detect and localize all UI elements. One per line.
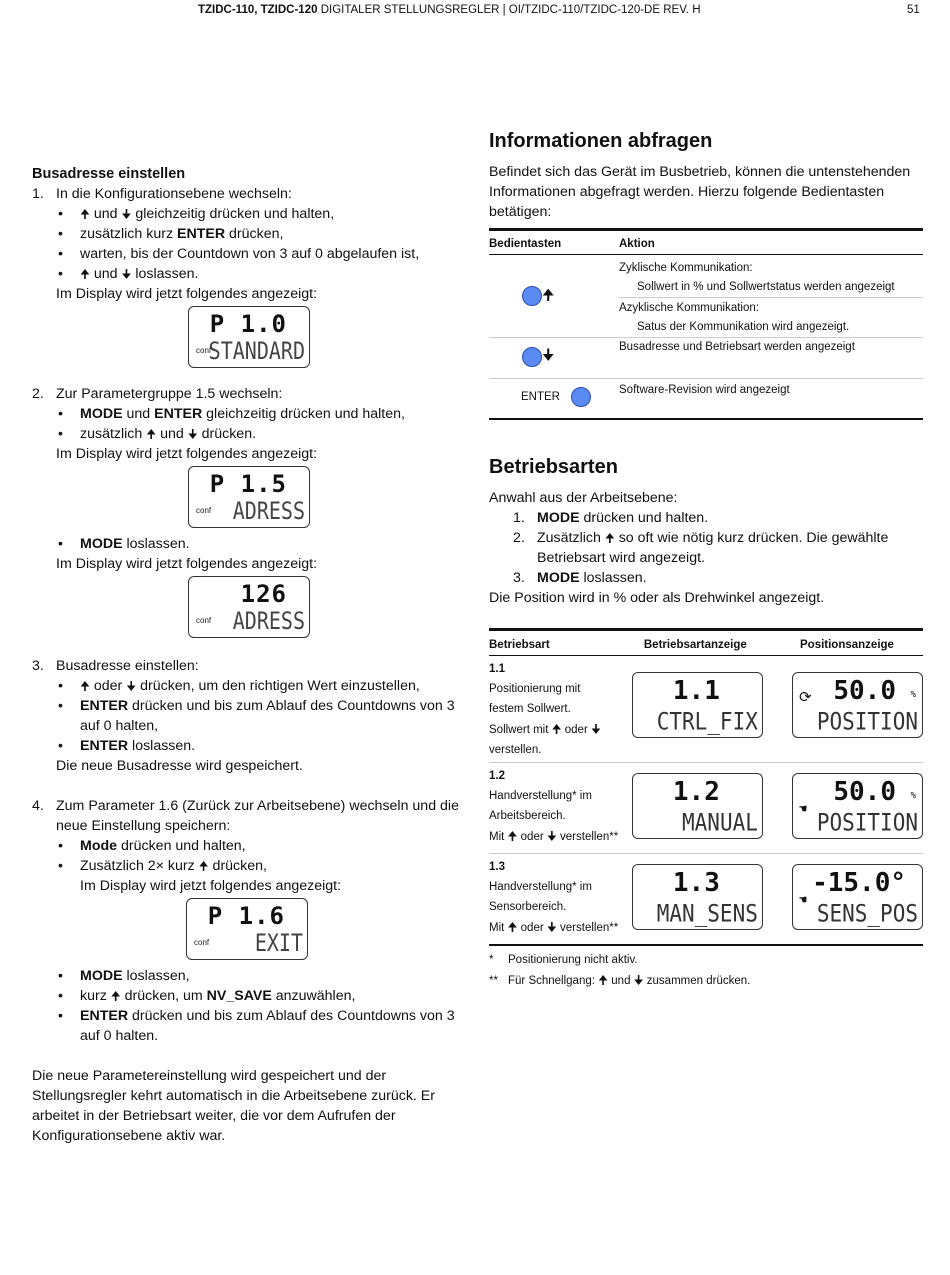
- lcd-top: P 1.6: [207, 902, 285, 930]
- button-dot-icon: [522, 286, 542, 306]
- step-text: In die Konfigurationsebene wechseln:: [56, 186, 292, 202]
- table-row: 1.2 Handverstellung* im Arbeitsbereich. Mit 🠉 oder 🠋 verstellen** 1.2 MANUAL 50.0 % ☚ POSITION: [489, 762, 923, 853]
- table-cell: Software-Revision wird angezeigt: [619, 379, 923, 419]
- auto-cycle-icon: ⟳: [799, 687, 812, 706]
- step-result: Die neue Busadresse wird gespeichert.: [56, 758, 303, 774]
- table-header: Positionsanzeige: [778, 629, 923, 655]
- list-item: • ENTER loslassen.: [56, 736, 462, 756]
- step-text: Zum Parameter 1.6 (Zurück zur Arbeitsebene) wechseln und die neue Einstellung speichern:: [56, 798, 459, 834]
- mode-lcd: 1.3 MAN_SENS: [632, 864, 763, 930]
- list-item: • MODE loslassen.: [56, 534, 462, 554]
- position-lcd: ⟳ 50.0 % POSITION: [792, 672, 923, 738]
- step-text: Busadresse einstellen:: [56, 658, 199, 674]
- display-intro: Im Display wird jetzt folgendes angezeigt:: [56, 556, 318, 572]
- list-item: • 🠉 oder 🠋 drücken, um den richtigen Wert einzustellen,: [56, 676, 462, 696]
- section-heading-betriebsarten: Betriebsarten: [489, 455, 618, 478]
- modes-list: [489, 508, 923, 588]
- key-cell: [489, 255, 619, 338]
- left-column: [32, 164, 462, 1146]
- arrow-down-icon: 🠋: [546, 919, 557, 934]
- table-header: Bedientasten: [489, 230, 619, 255]
- arrow-down-icon: 🠋: [542, 347, 555, 364]
- footnote: ** Für Schnellgang: 🠉 und 🠋 zusammen drücken.: [489, 970, 923, 991]
- arrow-up-icon: 🠉: [80, 679, 90, 693]
- lcd-top: P 1.0: [209, 310, 287, 338]
- lcd-conf-label: conf: [196, 346, 212, 355]
- mode-lcd: 1.1 CTRL_FIX: [632, 672, 763, 738]
- list-item: • Zusätzlich 2× kurz 🠉 drücken, Im Display wird jetzt folgendes angezeigt:: [56, 856, 462, 896]
- step-number: 1.: [32, 186, 44, 202]
- key-cell: [489, 338, 619, 379]
- lcd-bottom: ADRESS: [232, 606, 305, 636]
- section-heading-informationen: Informationen abfragen: [489, 130, 713, 152]
- step-text: Zur Parametergruppe 1.5 wechseln:: [56, 386, 283, 402]
- button-dot-icon: [522, 347, 542, 367]
- list-item: • ENTER drücken und bis zum Ablauf des Countdowns von 3 auf 0 halten.: [56, 1006, 462, 1046]
- key-cell: ENTER: [489, 379, 619, 419]
- lcd-conf-label: conf: [194, 938, 210, 947]
- step-number: 3.: [32, 658, 44, 674]
- table-cell: Busadresse und Betriebsart werden angezeigt: [619, 341, 855, 353]
- lcd-display: [186, 898, 308, 960]
- arrow-down-icon: 🠋: [590, 721, 601, 736]
- list-item: 2. Zusätzlich 🠉 so oft wie nötig kurz drücken. Die gewählte Betriebsart wird angezeigt.: [513, 529, 889, 566]
- table-header: Betriebsart: [489, 629, 632, 655]
- list-item: • zusätzlich 🠉 und 🠋 drücken.: [56, 424, 462, 444]
- lcd-bottom: STANDARD: [208, 336, 305, 366]
- hand-icon: ☚: [799, 892, 807, 908]
- step-3: [32, 656, 462, 776]
- document-title: [198, 4, 701, 16]
- table-header: Betriebsartanzeige: [632, 629, 778, 655]
- list-item: • kurz 🠉 drücken, um NV_SAVE anzuwählen,: [56, 986, 462, 1006]
- hand-icon: ☚: [799, 801, 807, 817]
- lcd-top: P 1.5: [209, 470, 287, 498]
- page-header: [0, 4, 950, 20]
- list-item: • ENTER drücken und bis zum Ablauf des Countdowns von 3 auf 0 halten,: [56, 696, 462, 736]
- arrow-up-icon: 🠉: [507, 828, 518, 843]
- modes-intro: Anwahl aus der Arbeitsebene:: [489, 489, 678, 506]
- step-1: [32, 184, 462, 368]
- arrow-down-icon: 🠋: [121, 207, 132, 221]
- display-intro: Im Display wird jetzt folgendes angezeigt:: [56, 286, 318, 302]
- list-item: • MODE und ENTER gleichzeitig drücken und halten,: [56, 404, 462, 424]
- footnotes: [489, 950, 923, 991]
- arrow-down-icon: 🠋: [546, 828, 557, 843]
- closing-paragraph: Die neue Parametereinstellung wird gespeichert und der Stellungsregler kehrt automatisch in die Arbeitsebene zurück. Er arbeitet in der Betriebsart weiter, die vor dem Aufrufen der Konfigurationsebene aktiv war.: [32, 1068, 435, 1144]
- footnote: * Positionierung nicht aktiv.: [489, 953, 638, 966]
- lcd-display: [188, 576, 310, 638]
- lcd-top: 126: [240, 580, 287, 608]
- arrow-up-icon: 🠉: [80, 207, 90, 221]
- table-cell: Zyklische Kommunikation: Sollwert in % und Sollwertstatus werden angezeigt: [619, 255, 923, 298]
- table-row: 1.1 Positionierung mit festem Sollwert. Sollwert mit 🠉 oder 🠋 verstellen. 1.1 CTRL_FIX ⟳ 50.0 % POSITION: [489, 655, 923, 762]
- arrow-up-icon: 🠉: [146, 427, 157, 441]
- position-lcd: -15.0° ☚ SENS_POS: [792, 864, 923, 930]
- arrow-up-icon: 🠉: [542, 286, 555, 304]
- title-rest: DIGITALER STELLUNGSREGLER | OI/TZIDC-110/TZIDC-120-DE REV. H: [317, 4, 701, 16]
- arrow-up-icon: 🠉: [604, 530, 615, 545]
- info-paragraph: Befindet sich das Gerät im Busbetrieb, können die untenstehenden Informationen abgefragt werden. Hierzu folgende Bedientasten betätigen:: [489, 164, 911, 220]
- arrow-up-icon: 🠉: [598, 972, 609, 987]
- modes-table: [489, 628, 923, 946]
- list-item: • 🠉 und 🠋 gleichzeitig drücken und halten,: [56, 204, 462, 224]
- list-item: 1. MODE drücken und halten.: [513, 509, 709, 526]
- arrow-up-icon: 🠉: [198, 859, 209, 873]
- table-cell: Azyklische Kommunikation: Satus der Kommunikation wird angezeigt.: [619, 298, 923, 338]
- arrow-down-icon: 🠋: [126, 679, 137, 693]
- arrow-up-icon: 🠉: [507, 919, 518, 934]
- list-item: • 🠉 und 🠋 loslassen.: [56, 264, 462, 284]
- list-item: • MODE loslassen,: [56, 966, 462, 986]
- list-item: • Mode drücken und halten,: [56, 836, 462, 856]
- button-dot-icon: [571, 387, 591, 407]
- position-lcd: 50.0 % ☚ POSITION: [792, 773, 923, 839]
- section-heading-busadresse: Busadresse einstellen: [32, 166, 186, 182]
- title-bold: TZIDC-110, TZIDC-120: [198, 4, 318, 16]
- list-item: • warten, bis der Countdown von 3 auf 0 abgelaufen ist,: [56, 244, 462, 264]
- lcd-display: [188, 466, 310, 528]
- arrow-up-icon: 🠉: [110, 989, 121, 1003]
- modes-after: Die Position wird in % oder als Drehwinkel angezeigt.: [489, 589, 825, 606]
- step-number: 2.: [32, 386, 44, 402]
- right-column: [489, 128, 923, 991]
- arrow-down-icon: 🠋: [121, 267, 132, 281]
- table-header: Aktion: [619, 230, 923, 255]
- step-number: 4.: [32, 798, 44, 814]
- table-row: 1.3 Handverstellung* im Sensorbereich. Mit 🠉 oder 🠋 verstellen** 1.3 MAN_SENS -15.0° ☚ SENS_POS: [489, 853, 923, 945]
- mode-lcd: 1.2 MANUAL: [632, 773, 763, 839]
- lcd-display: [188, 306, 310, 368]
- lcd-conf-label: conf: [196, 506, 212, 515]
- lcd-bottom: ADRESS: [232, 496, 305, 526]
- step-2: [32, 384, 462, 638]
- step-4: [32, 796, 462, 1046]
- arrow-down-icon: 🠋: [633, 972, 644, 987]
- arrow-up-icon: 🠉: [551, 721, 562, 736]
- page-number: 51: [907, 4, 920, 16]
- lcd-bottom: EXIT: [254, 928, 303, 958]
- arrow-down-icon: 🠋: [187, 427, 198, 441]
- info-table: [489, 228, 923, 420]
- lcd-conf-label: conf: [196, 616, 212, 625]
- arrow-up-icon: 🠉: [80, 267, 90, 281]
- list-item: • zusätzlich kurz ENTER drücken,: [56, 224, 462, 244]
- display-intro: Im Display wird jetzt folgendes angezeigt:: [56, 446, 318, 462]
- list-item: 3. MODE loslassen.: [513, 569, 647, 586]
